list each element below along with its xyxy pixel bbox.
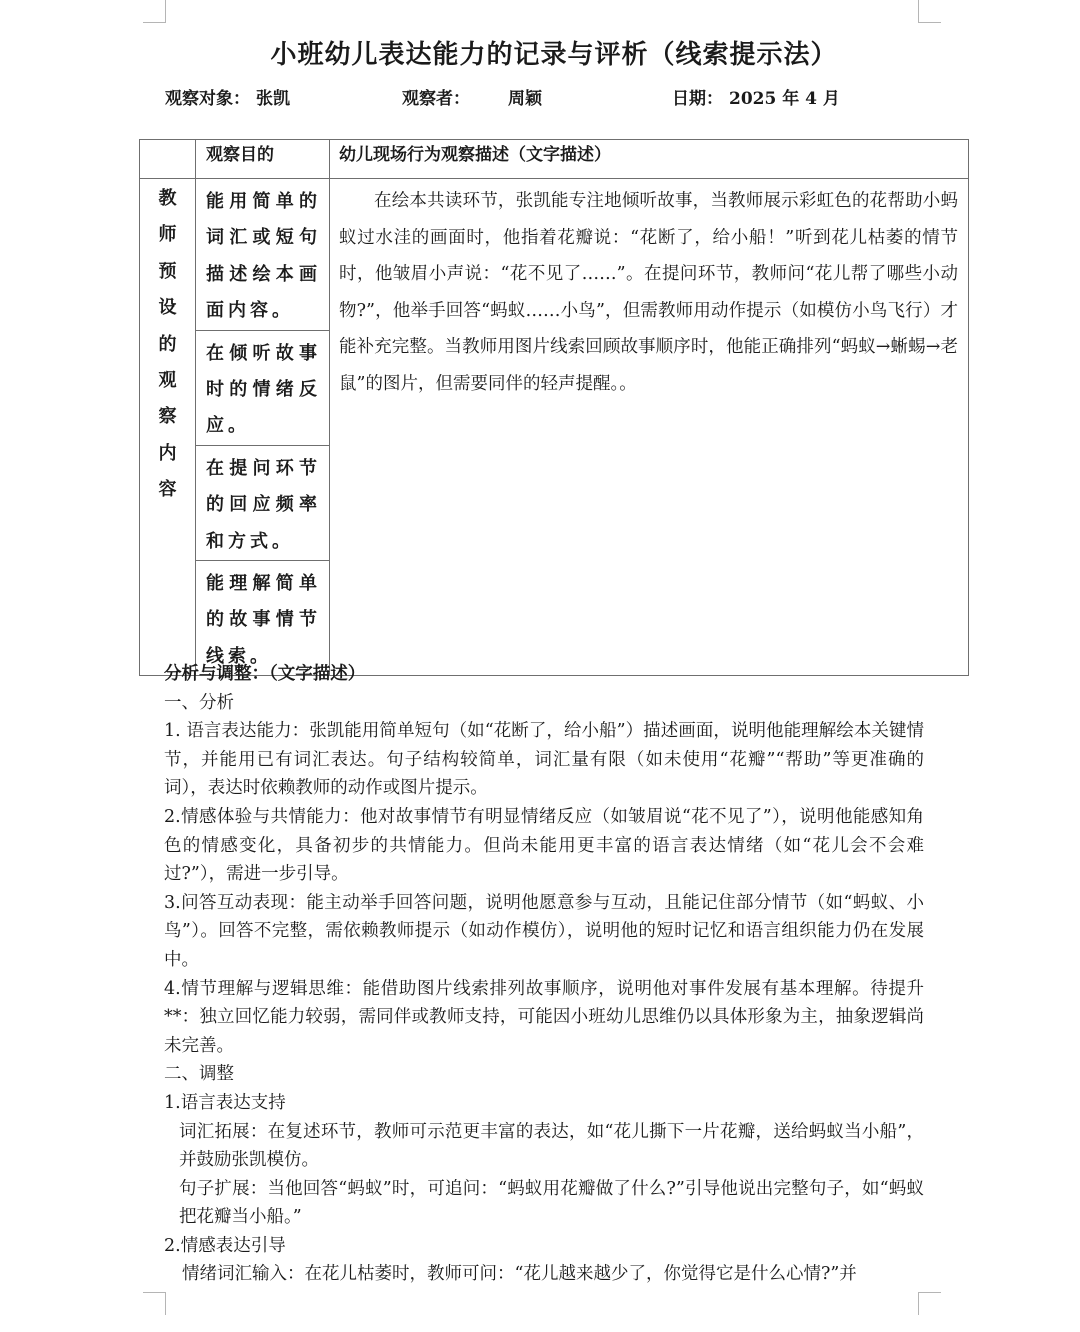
side-label-char: 教 xyxy=(158,188,177,209)
meta-date-value: 2025 年 4 月 xyxy=(729,89,840,109)
side-label-char: 预 xyxy=(158,260,177,282)
table-header-row xyxy=(140,140,969,179)
meta-subject-label: 观察对象： xyxy=(165,89,250,109)
page-corner-mark xyxy=(918,1292,941,1315)
side-label xyxy=(140,179,196,676)
page-title: 小班幼儿表达能力的记录与评析（线索提示法） xyxy=(270,40,838,70)
meta-observer-value: 周颖 xyxy=(508,89,542,109)
side-label-char: 设 xyxy=(158,297,177,319)
meta-observer xyxy=(402,84,542,109)
meta-date xyxy=(672,84,840,109)
side-label-char: 容 xyxy=(158,479,177,501)
header-empty-cell xyxy=(140,140,196,179)
adjustment-item-heading: 1.语言表达支持 xyxy=(164,1092,286,1113)
description-text: 在绘本共读环节，张凯能专注地倾听故事，当教师展示彩虹色的花帮助小蚂蚁过水洼的画面时，他指着花瓣说：“花断了，给小船！”听到花儿枯萎的情节时，他皱眉小声说：“花不见了……”。在提问环节，教师问“花儿帮了哪些小动物?”，他举手回答“蚂蚁……小鸟”，但需教师用动作提示（如模仿小鸟飞行）才能补充完整。当教师用图片线索回顾故事顺序时，他能正确排列“蚂蚁→蜥蜴→老鼠”的图片，但需要同伴的轻声提醒。。 xyxy=(339,191,958,394)
analysis-paragraph: 2.情感体验与共情能力：他对故事情节有明显情绪反应（如皱眉说“花不见了”），说明他能感知角色的情感变化，具备初步的共情能力。但尚未能用更丰富的语言表达情绪（如“花儿会不会难过?”），需进一步引导。 xyxy=(164,806,924,885)
analysis-heading: 分析与调整：（文字描述） xyxy=(164,664,366,684)
table-row xyxy=(140,179,969,331)
adjustment-paragraph: 词汇拓展：在复述环节，教师可示范更丰富的表达，如“花儿撕下一片花瓣，送给蚂蚁当小船”，并鼓励张凯模仿。 xyxy=(179,1121,924,1171)
purpose-cell: 在提问环节的回应频率和方式。 xyxy=(196,445,330,560)
side-label-char: 察 xyxy=(158,406,177,428)
page-corner-mark xyxy=(918,0,941,23)
side-label-char: 的 xyxy=(158,333,177,355)
adjustment-subheading: 二、调整 xyxy=(164,1064,234,1085)
purpose-cell: 在倾听故事时的情绪反应。 xyxy=(196,330,330,445)
side-label-char: 观 xyxy=(158,370,177,392)
side-label-char: 师 xyxy=(158,224,177,246)
header-purpose: 观察目的 xyxy=(196,140,330,179)
analysis-paragraph: 3.问答互动表现：能主动举手回答问题，说明他愿意参与互动，且能记住部分情节（如“蚂蚁、小鸟”）。回答不完整，需依赖教师提示（如动作模仿），说明他的短时记忆和语言组织能力仍在发展中。 xyxy=(164,892,924,970)
analysis-subheading: 一、分析 xyxy=(164,692,234,713)
analysis-section xyxy=(164,660,924,1289)
analysis-paragraph: 1. 语言表达能力：张凯能用简单短句（如“花断了，给小船”）描述画面，说明他能理解绘本关键情节，并能用已有词汇表达。句子结构较简单，词汇量有限（如未使用“花瓣”“帮助”等更准确的词），表达时依赖教师的动作或图片提示。 xyxy=(164,721,924,799)
meta-observer-label: 观察者： xyxy=(402,89,470,109)
description-cell xyxy=(330,179,969,676)
purpose-cell: 能理解简单的故事情节线索。 xyxy=(196,561,330,676)
side-label-char: 内 xyxy=(158,442,177,464)
adjustment-item-heading: 2.情感表达引导 xyxy=(164,1235,286,1256)
page-corner-mark xyxy=(143,0,166,23)
header-description: 幼儿现场行为观察描述（文字描述） xyxy=(330,140,969,179)
page-corner-mark xyxy=(143,1292,166,1315)
meta-subject xyxy=(165,84,290,109)
adjustment-paragraph: 情绪词汇输入：在花儿枯萎时，教师可问：“花儿越来越少了，你觉得它是什么心情?”并 xyxy=(182,1264,857,1285)
observation-table xyxy=(139,139,969,676)
meta-date-label: 日期： xyxy=(672,89,723,109)
analysis-paragraph: 4.情节理解与逻辑思维：能借助图片线索排列故事顺序，说明他对事件发展有基本理解。待提升**：独立回忆能力较弱，需同伴或教师支持，可能因小班幼儿思维仍以具体形象为主，抽象逻辑尚未完善。 xyxy=(164,978,924,1056)
purpose-cell: 能用简单的词汇或短句描述绘本画面内容。 xyxy=(196,179,330,331)
meta-subject-value: 张凯 xyxy=(256,89,290,109)
adjustment-paragraph: 句子扩展：当他回答“蚂蚁”时，可追问：“蚂蚁用花瓣做了什么?”引导他说出完整句子，如“蚂蚁把花瓣当小船。” xyxy=(179,1178,924,1228)
